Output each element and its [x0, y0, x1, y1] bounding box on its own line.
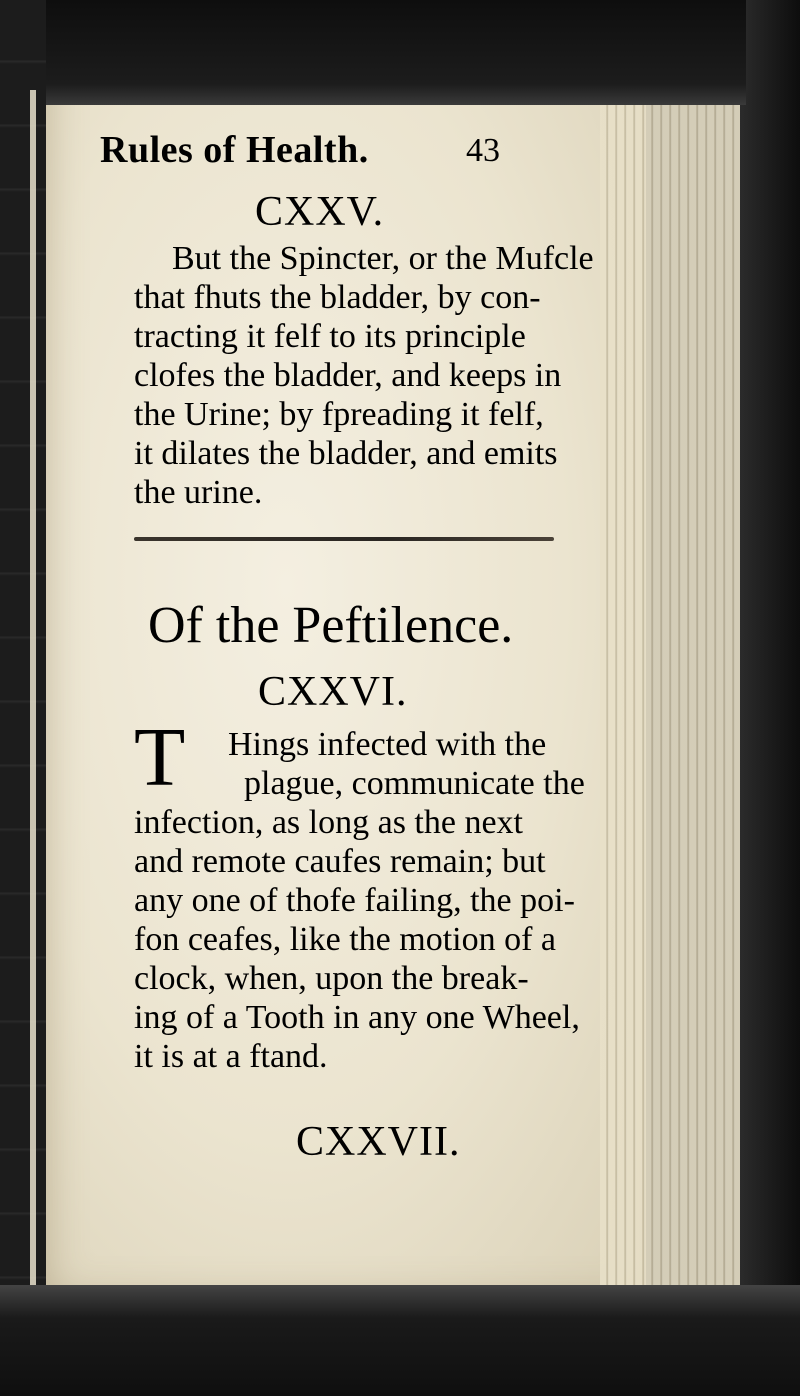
- page-number: 43: [466, 132, 500, 169]
- text-line: ing of a Tooth in any one Wheel,: [134, 999, 580, 1036]
- text-line: and remote caufes remain; but: [134, 843, 546, 880]
- stacked-page-edges: [600, 90, 740, 1300]
- background-top: [46, 0, 746, 105]
- text-line: plague, communicate the: [244, 765, 585, 802]
- background-bottom: [0, 1285, 800, 1396]
- page-edge-line: [30, 90, 36, 1290]
- running-head: Rules of Health.: [100, 129, 369, 171]
- text-line: it is at a ftand.: [134, 1038, 328, 1075]
- section-number: CXXV.: [255, 189, 385, 235]
- text-line: clofes the bladder, and keeps in: [134, 357, 562, 394]
- page-header: [100, 128, 540, 180]
- text-line: infection, as long as the next: [134, 804, 524, 841]
- text-line: it dilates the bladder, and emits: [134, 435, 558, 472]
- book-edge-left: [0, 0, 48, 1396]
- text-line: any one of thofe failing, the poi-: [134, 882, 575, 919]
- text-line: Hings infected with the: [228, 726, 547, 763]
- text-line: the Urine; by fpreading it felf,: [134, 396, 544, 433]
- background-right: [740, 0, 800, 1396]
- section-number: CXXVI.: [258, 669, 408, 715]
- text-line: But the Spincter, or the Mufcle: [172, 240, 594, 277]
- chapter-heading: Of the Peftilence.: [148, 597, 514, 654]
- drop-cap: T: [134, 711, 186, 804]
- text-line: clock, when, upon the break-: [134, 960, 529, 997]
- text-line: the urine.: [134, 474, 263, 511]
- text-line: tracting it felf to its principle: [134, 318, 526, 355]
- section-divider: [134, 537, 554, 541]
- section-number: CXXVII.: [296, 1119, 461, 1165]
- text-line: that fhuts the bladder, by con-: [134, 279, 541, 316]
- text-line: fon ceafes, like the motion of a: [134, 921, 557, 958]
